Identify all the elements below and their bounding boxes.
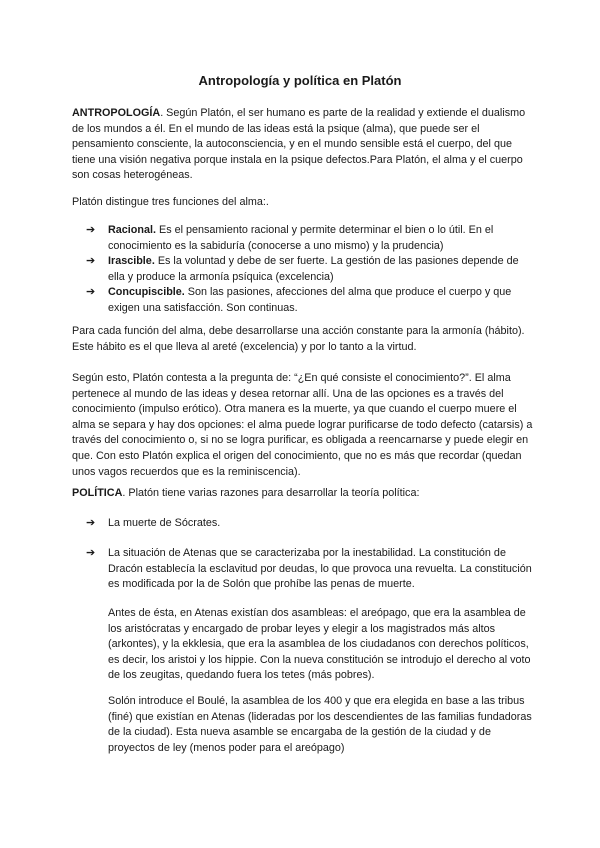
page-title: Antropología y política en Platón — [198, 73, 402, 88]
politica-text: . Platón tiene varias razones para desarrollar la teoría política: — [122, 487, 420, 499]
functions-list — [72, 223, 536, 317]
boule-paragraph: Solón introduce el Boulé, la asamblea de los 400 y que era elegida en base a las tribus (finé) que existían en Atenas (lideradas por los descendientes de las familias fundadoras de la ciudad). Esta nueva asamble se encargaba de la gestión de la ciudad y de proyectos de ley (menos poder para el areópago) — [108, 695, 532, 754]
arrow-icon: ➔ — [86, 255, 96, 268]
list-item — [72, 546, 536, 593]
reason-2 — [72, 546, 536, 593]
function-text: Es el pensamiento racional y permite determinar el bien o lo útil. En el conocimiento es la sabiduría (conocerse a uno mismo) y la prudencia) — [108, 224, 494, 252]
function-term: Racional. — [108, 224, 157, 236]
list-item-concupiscible — [72, 285, 536, 316]
asambleas-paragraph: Antes de ésta, en Atenas existían dos asambleas: el areópago, que era la asamblea de los aristócratas y encargado de probar leyes y elegir a los magistrados más altos (arkontes), y la ekklesia, que era la asamblea de los ciudadanos con derechos políticos, es decir, los aristoi y los hippie. Con la nueva constitución se introdujo el derecho al voto de los zeugitas, quedando fuera los tetes (más pobres). — [108, 607, 531, 682]
reason-1 — [72, 516, 536, 532]
list-item-irascible — [72, 254, 536, 285]
function-term: Concupiscible. — [108, 286, 185, 299]
function-text: Son las pasiones, afecciones del alma que produce el cuerpo y que exigen una satisfacción. Son continuas. — [108, 286, 512, 314]
reason-text: La muerte de Sócrates. — [108, 517, 221, 529]
arrow-icon: ➔ — [86, 286, 96, 299]
antropologia-text: . Según Platón, el ser humano es parte de la realidad y extiende el dualismo de los mundos a él. En el mundo de las ideas está la psique (alma), que puede ser el pensamiento consciente, la autoconsciencia, y en el mundo sensible está el cuerpo, del que tiene una visión negativa porque instala en la psique defectos.Para Platón, el alma y el cuerpo son cosas heterogéneas. — [72, 107, 526, 182]
list-item-racional — [72, 223, 536, 254]
list-item — [72, 516, 536, 532]
arrow-icon: ➔ — [86, 224, 96, 236]
function-text: Es la voluntad y debe de ser fuerte. La gestión de las pasiones depende de ella y produce la armonía psíquica (excelencia) — [108, 255, 519, 283]
functions-intro: Platón distingue tres funciones del alma:. — [72, 196, 269, 208]
arrow-icon: ➔ — [86, 547, 96, 559]
antropologia-heading: ANTROPOLOGÍA — [72, 107, 161, 119]
reason-text: La situación de Atenas que se caracterizaba por la inestabilidad. La constitución de Dracón establecía la esclavitud por deudas, lo que provoca una revuelta. La constitución es modificada por la de Solón que prohíbe las penas de muerte. — [108, 547, 532, 591]
arrow-icon: ➔ — [86, 517, 96, 529]
habito-paragraph: Para cada función del alma, debe desarrollarse una acción constante para la armonía (hábito). Este hábito es el que lleva al areté (excelencia) y por lo tanto a la virtud. — [72, 325, 525, 353]
politica-paragraph — [72, 486, 534, 502]
antropologia-paragraph — [72, 106, 534, 184]
politica-heading: POLÍTICA — [72, 487, 123, 499]
function-term: Irascible. — [108, 255, 155, 268]
conocimiento-paragraph: Según esto, Platón contesta a la pregunta de: “¿En qué consiste el conocimiento?”. El alma pertenece al mundo de las ideas y desea retornar allí. Una de las opciones es a través del conocimiento (impulso erótico). Otra manera es la muerte, ya que cuando el cuerpo muere el alma se separa y hay dos opciones: el alma puede lograr purificarse de todo defecto (catarsis) a través del conocimiento o, si no se logra purificar, es obligada a reencarnarse y puede elegir en que. Con esto Platón explica el origen del conocimiento, que no es más que recordar (quedan unos vagos recuerdos que es la reminiscencia). — [72, 372, 533, 478]
